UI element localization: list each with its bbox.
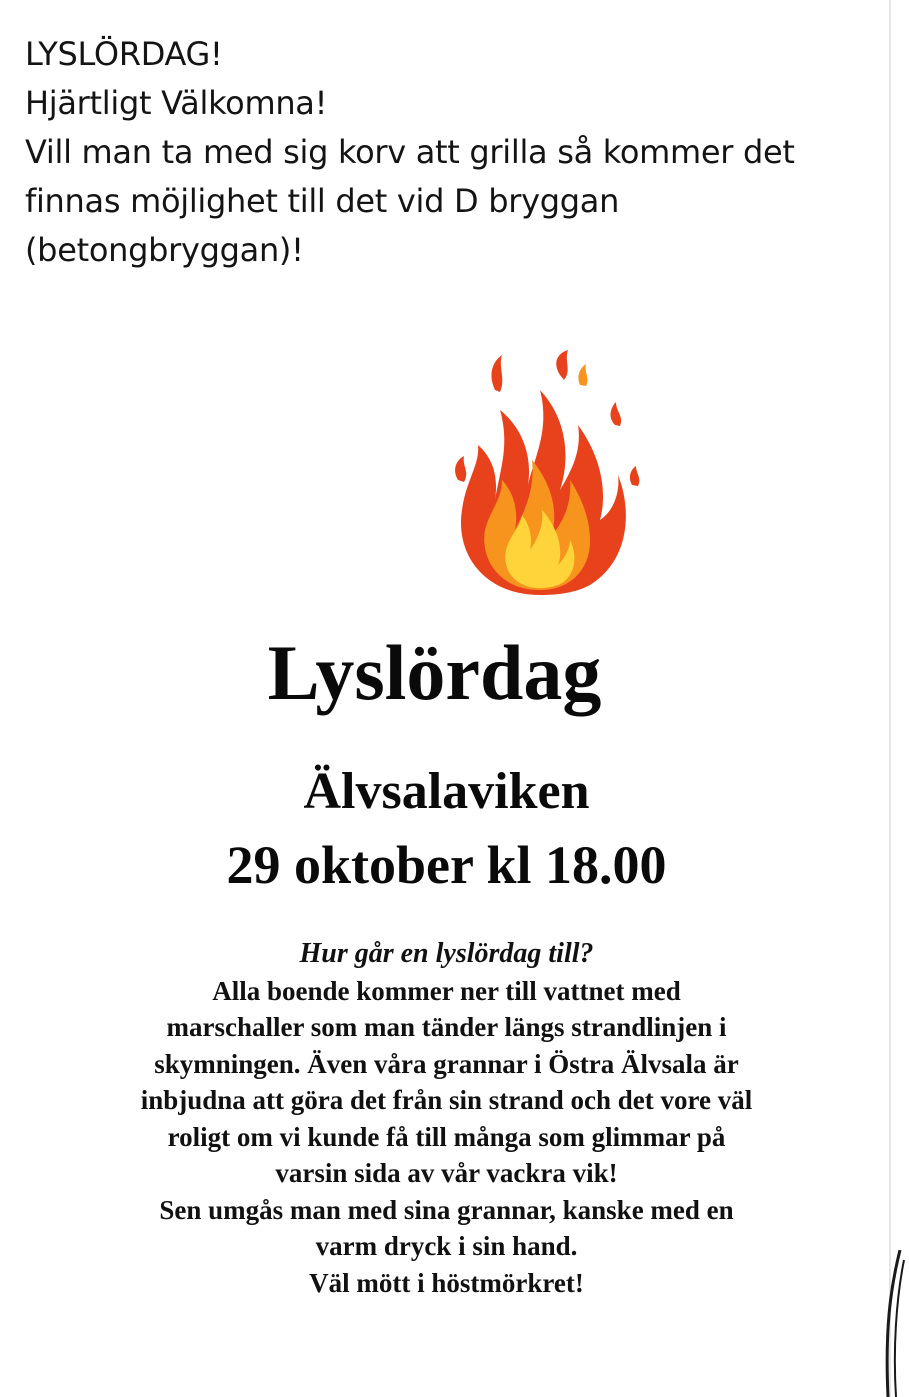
poster-body-line: skymningen. Även våra grannar i Östra Älvsala är [154,1048,739,1079]
poster-body-line: varsin sida av vår vackra vik! [275,1158,618,1188]
poster-title: Lyslördag [267,629,602,716]
poster-body-line: inbjudna att göra det från sin strand och det vore väl [140,1085,753,1115]
poster-question: Hur går en lyslördag till? [299,938,594,969]
poster-body-line: Sen umgås man med sina grannar, kanske med en [159,1194,734,1225]
poster-body [0,936,893,1301]
fire-icon [440,350,640,600]
post-line: LYSLÖRDAG! [25,35,223,73]
poster-date: 29 oktober kl 18.00 [226,835,667,895]
post-line: Hjärtligt Välkomna! [25,84,328,122]
post-line: Vill man ta med sig korv att grilla så kommer det [25,133,795,171]
post-text [25,30,865,275]
poster-body-line: marschaller som man tänder längs strandlinjen i [166,1012,727,1042]
poster-body-line: roligt om vi kunde få till många som glimmar på [167,1121,726,1152]
poster-body-line: varm dryck i sin hand. [315,1231,578,1261]
post-line: (betongbryggan)! [25,231,304,269]
post-line: finnas möjlighet till det vid D bryggan [25,182,620,220]
poster-body-line: Alla boende kommer ner till vattnet med [212,975,681,1006]
poster-body-line: Väl mött i höstmörkret! [309,1267,584,1298]
poster-location: Älvsalaviken [303,763,590,820]
